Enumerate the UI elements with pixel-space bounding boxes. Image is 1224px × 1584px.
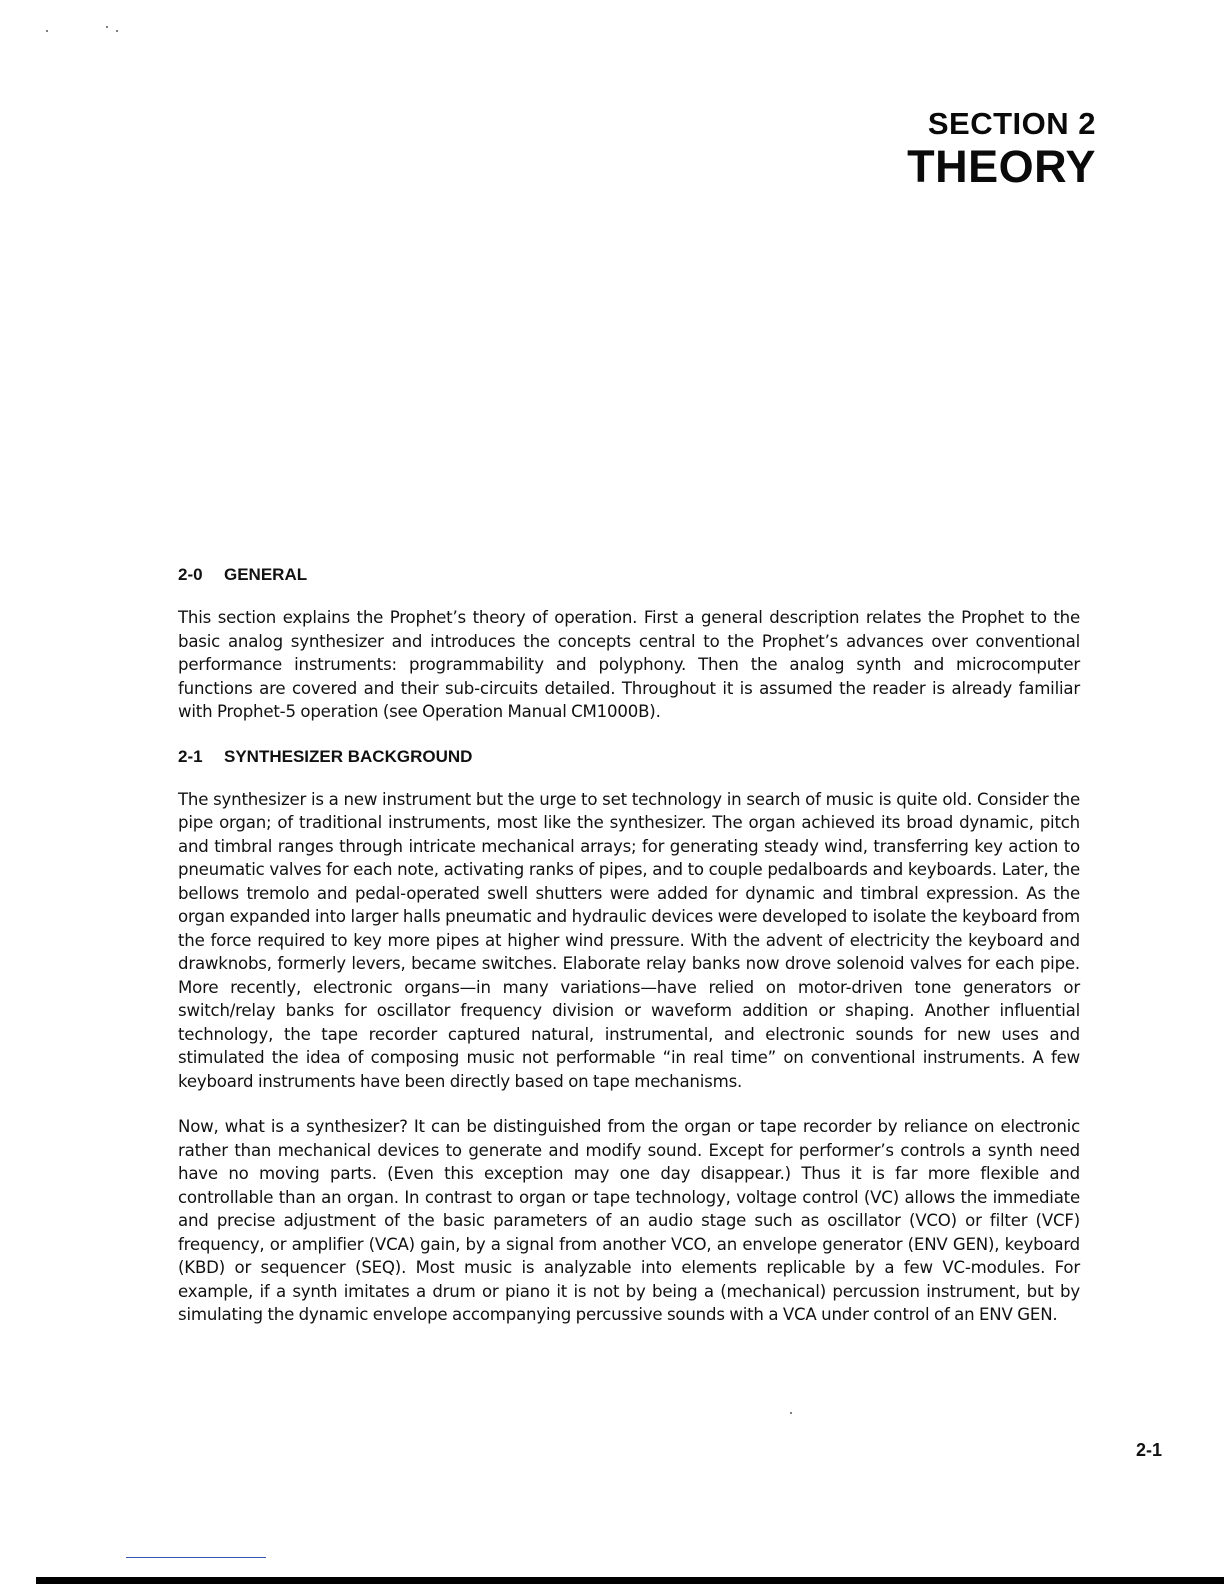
heading-number: 2-0 xyxy=(178,565,203,584)
heading-title: SYNTHESIZER BACKGROUND xyxy=(224,746,473,766)
heading-general xyxy=(178,564,1080,586)
bottom-edge-bar xyxy=(36,1577,1224,1584)
scan-line-mark xyxy=(126,1557,266,1558)
scan-speck xyxy=(106,26,108,28)
paragraph: Now, what is a synthesizer? It can be distinguished from the organ or tape recorder by reliance on electronic rather than mechanical devices to generate and modify sound. Except for performer’s controls a synth need have no moving parts. (Even this exception may one day disappear.) Thus it is far more flexible and controllable than an organ. In contrast to organ or tape technology, voltage control (VC) allows the immediate and precise adjustment of the basic parameters of an audio stage such as oscillator (VCO) or filter (VCF) frequency, or amplifier (VCA) gain, by a signal from another VCO, an envelope generator (ENV GEN), keyboard (KBD) or sequencer (SEQ). Most music is analyzable into elements replicable by a few VC-modules. For example, if a synth imitates a drum or piano it is not by being a (mechanical) percussion instrument, but by simulating the dynamic envelope accompanying percussive sounds with a VCA under control of an ENV GEN. xyxy=(178,1117,1080,1324)
paragraph: The synthesizer is a new instrument but the urge to set technology in search of music is quite old. Consider the pipe organ; of traditional instruments, most like the synthesizer. The organ achieved its broad dynamic, pitch and timbral ranges through intricate mechanical arrays; for generating steady wind, transferring key action to pneumatic valves for each note, activating ranks of pipes, and to couple pedalboards and keyboards. Later, the bellows tremolo and pedal-operated swell shutters were added for dynamic and timbral expression. As the organ expanded into larger halls pneumatic and hydraulic devices were developed to isolate the keyboard from the force required to key more pipes at higher wind pressure. With the advent of electricity the keyboard and drawknobs, formerly levers, became switches. Elaborate relay banks now drove solenoid valves for each pipe. More recently, electronic organs—in many variations—have relied on motor-driven tone generators or switch/relay banks for oscillator frequency division or waveform addition or shaping. Another influential technology, the tape recorder captured natural, instrumental, and electronic sounds for new uses and stimulated the idea of composing music not performable “in real time” on conventional instruments. A few keyboard instruments have been directly based on tape mechanisms. xyxy=(178,789,1080,1091)
page-number: 2-1 xyxy=(1135,1440,1162,1460)
scan-speck xyxy=(116,30,118,32)
section-header xyxy=(907,106,1096,192)
paragraph: This section explains the Prophet’s theory of operation. First a general description relates the Prophet to the basic analog synthesizer and introduces the concepts central to the Prophet’s advances over conventional performance instruments: programmability and polyphony. Then the analog synth and microcomputer functions are covered and their sub-circuits detailed. Throughout it is assumed the reader is already familiar with Prophet-5 operation (see Operation Manual CM1000B). xyxy=(178,608,1080,721)
section-number: SECTION 2 xyxy=(927,106,1096,141)
scan-speck xyxy=(46,30,48,32)
heading-title: GENERAL xyxy=(224,565,308,584)
document-body xyxy=(178,564,1080,1349)
heading-number: 2-1 xyxy=(178,746,203,766)
heading-synthesizer-background xyxy=(178,746,1080,768)
scan-speck xyxy=(790,1412,792,1414)
section-title: THEORY xyxy=(907,141,1096,192)
